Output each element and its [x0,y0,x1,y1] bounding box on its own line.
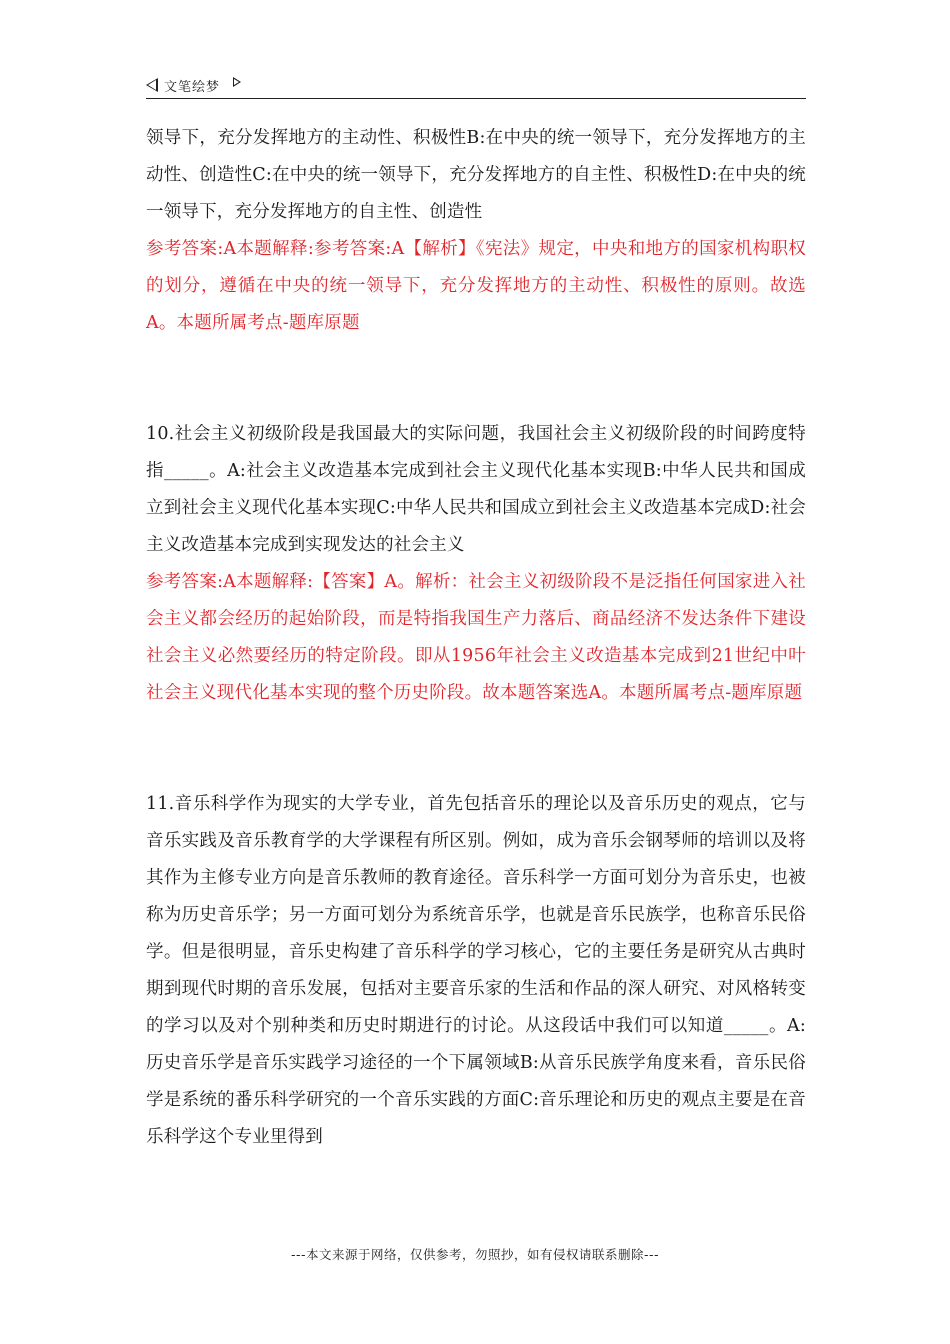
header-divider [146,98,806,99]
question-text: 11.音乐科学作为现实的大学专业，首先包括音乐的理论以及音乐历史的观点，它与音乐实践及音乐教育学的大学课程有所区别。例如，成为音乐会钢琴师的培训以及将其作为主修专业方向是音乐教师的教育途径。音乐科学一方面可划分为音乐史，也被称为历史音乐学；另一方面可划分为系统音乐学，也就是音乐民族学，也称音乐民俗学。但是很明显，音乐史构建了音乐科学的学习核心，它的主要任务是研究从古典时期到现代时期的音乐发展，包括对主要音乐家的生活和作品的深人研究、对风格转变的学习以及对个别种类和历史时期进行的讨论。从这段话中我们可以知道_____。A:历史音乐学是音乐实践学习途径的一个下属领域B:从音乐民族学角度来看，音乐民俗学是系统的番乐科学研究的一个音乐实践的方面C:音乐理论和历史的观点主要是在音乐科学这个专业里得到 [146,794,806,1147]
question-section-9 [146,120,806,342]
page-header [146,74,806,98]
question-text: 10.社会主义初级阶段是我国最大的实际问题，我国社会主义初级阶段的时间跨度特指_____。A:社会主义改造基本完成到社会主义现代化基本实现B:中华人民共和国成立到社会主义现代化基本实现C:中华人民共和国成立到社会主义改造基本完成D:社会主义改造基本完成到实现发达的社会主义 [146,424,806,555]
answer-text: 参考答案:A本题解释:【答案】A。解析：社会主义初级阶段不是泛指任何国家进入社会主义都会经历的起始阶段，而是特指我国生产力落后、商品经济不发达条件下建设社会主义必然要经历的特定阶段。即从1956年社会主义改造基本完成到21世纪中叶社会主义现代化基本实现的整个历史阶段。故本题答案选A。本题所属考点-题库原题 [146,572,806,703]
question-section-10 [146,416,806,712]
answer-text: 参考答案:A本题解释:参考答案:A【解析】《宪法》规定，中央和地方的国家机构职权的划分，遵循在中央的统一领导下，充分发挥地方的主动性、积极性的原则。故选A。本题所属考点-题库原题 [146,239,806,333]
page-footer: ---本文来源于网络，仅供参考，勿照抄，如有侵权请联系删除--- [290,1247,660,1262]
header-brand: 文笔绘梦 [164,80,221,95]
triangle-left-icon [146,78,158,92]
triangle-right-icon [233,77,241,87]
question-section-11 [146,786,806,1156]
document-body [146,120,806,1156]
question-text: 领导下，充分发挥地方的主动性、积极性B:在中央的统一领导下，充分发挥地方的主动性、创造性C:在中央的统一领导下，充分发挥地方的自主性、积极性D:在中央的统一领导下，充分发挥地方的自主性、创造性 [146,128,806,222]
